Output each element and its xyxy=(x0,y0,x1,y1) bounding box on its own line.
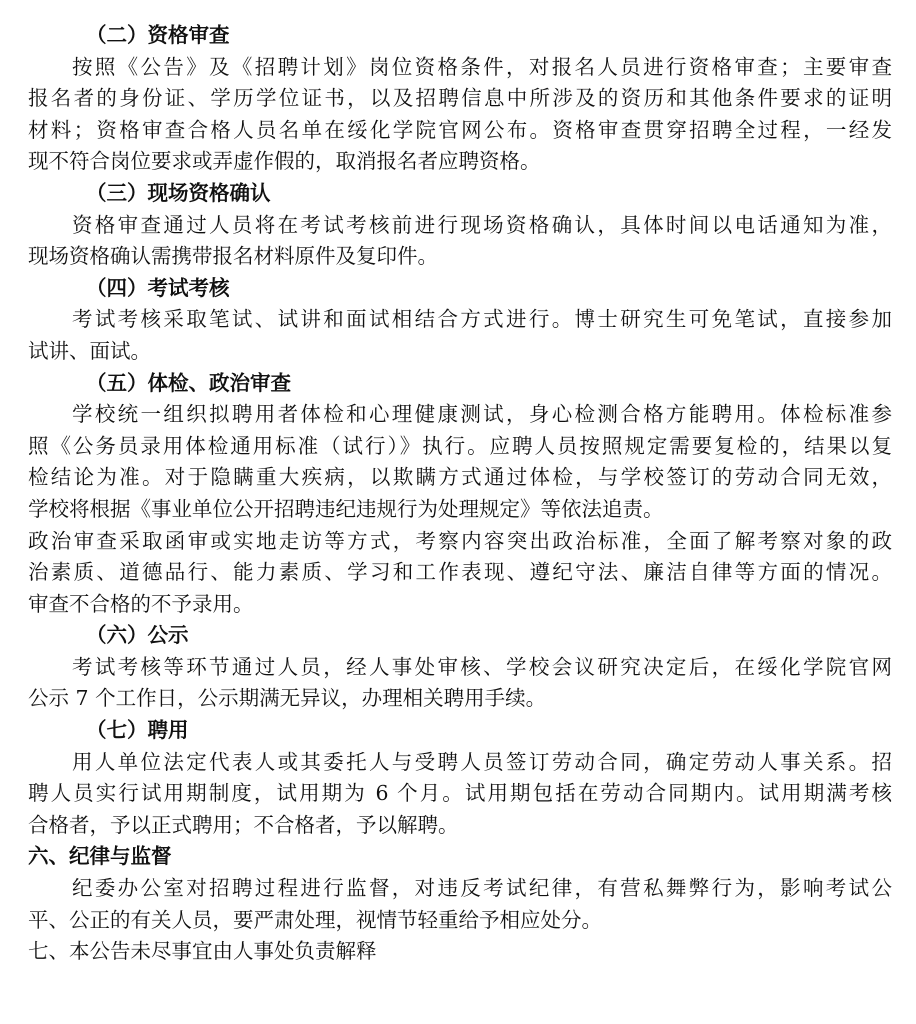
heading-employment: （七）聘用 xyxy=(86,718,189,743)
paragraph-line: 平、公正的有关人员，要严肃处理，视情节轻重给予相应处分。 xyxy=(28,907,602,932)
heading-interpretation: 七、本公告未尽事宜由人事处负责解释 xyxy=(28,939,377,964)
paragraph-line: 纪委办公室对招聘过程进行监督，对违反考试纪律，有营私舞弊行为，影响考试公 xyxy=(72,876,892,901)
paragraph-line: 考试考核等环节通过人员，经人事处审核、学校会议研究决定后，在绥化学院官网 xyxy=(72,654,892,679)
heading-physical-political: （五）体检、政治审查 xyxy=(86,370,291,395)
paragraph-line: 试讲、面试。 xyxy=(28,338,151,363)
heading-discipline: 六、纪律与监督 xyxy=(28,844,172,869)
paragraph-line: 合格者，予以正式聘用；不合格者，予以解聘。 xyxy=(28,812,459,837)
paragraph-line: 学校将根据《事业单位公开招聘违纪违规行为处理规定》等依法追责。 xyxy=(28,496,664,521)
paragraph-line: 资格审查通过人员将在考试考核前进行现场资格确认，具体时间以电话通知为准， xyxy=(72,212,892,237)
paragraph-line: 考试考核采取笔试、试讲和面试相结合方式进行。博士研究生可免笔试，直接参加 xyxy=(72,307,892,332)
paragraph-line: 用人单位法定代表人或其委托人与受聘人员签订劳动合同，确定劳动人事关系。招 xyxy=(72,749,892,774)
paragraph-line: 报名者的身份证、学历学位证书，以及招聘信息中所涉及的资历和其他条件要求的证明 xyxy=(28,86,892,111)
paragraph-line: 现不符合岗位要求或弄虚作假的，取消报名者应聘资格。 xyxy=(28,149,541,174)
paragraph-line: 照《公务员录用体检通用标准（试行）》执行。应聘人员按照规定需要复检的，结果以复 xyxy=(28,433,892,458)
paragraph-line: 审查不合格的不予录用。 xyxy=(28,591,254,616)
paragraph-line: 检结论为准。对于隐瞒重大疾病，以欺瞒方式通过体检，与学校签订的劳动合同无效， xyxy=(28,465,892,490)
paragraph-line: 治素质、道德品行、能力素质、学习和工作表现、遵纪守法、廉洁自律等方面的情况。 xyxy=(28,560,892,585)
heading-onsite-confirmation: （三）现场资格确认 xyxy=(86,180,271,205)
heading-qualification-review: （二）资格审查 xyxy=(86,23,230,47)
paragraph-line: 聘人员实行试用期制度，试用期为 6 个月。试用期包括在劳动合同期内。试用期满考核 xyxy=(28,781,892,806)
paragraph-line: 现场资格确认需携带报名材料原件及复印件。 xyxy=(28,244,438,269)
paragraph-line: 政治审查采取函审或实地走访等方式，考察内容突出政治标准，全面了解考察对象的政 xyxy=(28,528,892,553)
heading-publicity: （六）公示 xyxy=(86,623,189,648)
paragraph-line: 公示 7 个工作日，公示期满无异议，办理相关聘用手续。 xyxy=(28,686,547,711)
paragraph-line: 材料；资格审查合格人员名单在绥化学院官网公布。资格审查贯穿招聘全过程，一经发 xyxy=(28,117,892,142)
heading-exam: （四）考试考核 xyxy=(86,275,230,300)
paragraph-line: 学校统一组织拟聘用者体检和心理健康测试，身心检测合格方能聘用。体检标准参 xyxy=(72,402,892,427)
paragraph-line: 按照《公告》及《招聘计划》岗位资格条件，对报名人员进行资格审查；主要审查 xyxy=(72,54,892,79)
